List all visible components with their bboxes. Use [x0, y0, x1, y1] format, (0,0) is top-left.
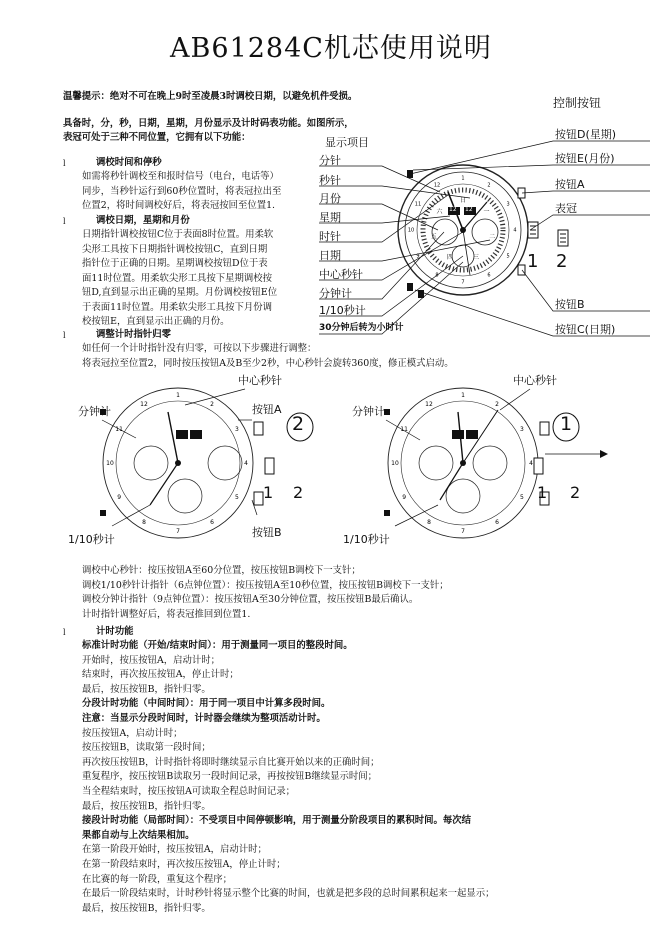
s3b-line: 调校中心秒针：按压按钮A至60分位置，按压按钮B调校下一支针； — [82, 565, 361, 576]
control-buttons-header: 控制按钮 — [553, 96, 602, 110]
control-label: 表冠 — [555, 202, 577, 215]
s2-line: 钮D,直到显示出正确的星期。月份调校按钮E位 — [82, 287, 278, 298]
s4-lap-line: 在比赛的每一阶段，重复这个程序； — [82, 873, 233, 885]
dial-numeral: 2 — [210, 401, 214, 409]
weekday-numeral: 三 — [473, 254, 480, 262]
d2r-tenth-seconds: 1/10秒计 — [343, 533, 390, 546]
leader-line — [415, 290, 650, 336]
weekday-numeral: 日 — [459, 197, 467, 204]
dial-numeral: 4 — [529, 460, 533, 467]
display-label: 分钟计 — [319, 287, 352, 300]
s4-split-line: 再次按压按钮B，计时指针将即时继续显示自比赛开始以来的正确时间； — [82, 756, 380, 768]
s4-split-line: 按压按钮A，启动计时； — [82, 727, 183, 739]
dial-numeral: 8 — [427, 518, 431, 526]
dial-numeral: 8 — [142, 518, 146, 526]
watch-diagram-right — [384, 388, 608, 538]
s1-line: 同步，当秒针运行到60秒位置时，将表冠拉出至 — [82, 185, 282, 197]
s4-lap-line: 在最后一阶段结束时，计时秒针将显示整个比赛的时间，也就是把多段的总时间累积起来一起显示； — [82, 888, 495, 900]
dial-numeral: 6 — [210, 518, 214, 526]
s4-standard-line: 结束时，再次按压按钮A，停止计时； — [82, 669, 239, 681]
d2l-minute: 分钟计 — [78, 405, 111, 418]
s4-standard-line: 开始时，按压按钮A，启动计时； — [82, 654, 221, 666]
dial-numeral: 9 — [117, 494, 122, 501]
month-numeral: 9 — [416, 253, 420, 260]
d2l-position: 2 — [292, 413, 305, 435]
date-window-left: 12 — [449, 206, 457, 213]
crown-position-1: 1 — [527, 251, 539, 272]
s3b-line: 调校分钟计指针（9点钟位置）：按压按钮A至30分钟位置，按压按钮B最后确认。 — [82, 594, 419, 605]
bullet: l — [63, 628, 66, 637]
leader-line — [413, 165, 650, 170]
leader-line — [319, 201, 438, 230]
page-title: AB61284C机芯使用说明 — [170, 33, 492, 64]
s2-line: 尖形工具按下日期指针调校按钮C，直到日期 — [82, 243, 268, 255]
weekday-numeral: 五 — [430, 233, 437, 241]
dial-numeral: 7 — [461, 528, 465, 535]
s3b-line: 调校1/10秒针计指针（6点钟位置）：按压按钮A至10秒位置，按压按钮B调校下一支针； — [82, 579, 449, 591]
month-numeral: 2 — [487, 182, 491, 189]
s2-line: 面11时位置。用柔软尖形工具按下星期调校按 — [82, 272, 273, 284]
s4-split-line: 当全程结束时，按压按钮A可读取全程总时间记录； — [82, 786, 296, 797]
month-numeral: 3 — [506, 201, 510, 208]
leader-line — [319, 232, 463, 280]
dial-numeral: 2 — [495, 401, 499, 409]
d2l-center-seconds: 中心秒针 — [238, 374, 282, 387]
s4-lap-line: 在第一阶段结束时，再次按压按钮A，停止计时； — [82, 859, 286, 870]
d2l-button-b: 按钮B — [252, 526, 282, 539]
month-numeral: 8 — [435, 272, 439, 279]
leader-line — [319, 216, 450, 223]
display-label: 星期 — [319, 211, 341, 224]
intro-line-2: 表冠可处于三种不同位置，它拥有以下功能： — [63, 132, 251, 143]
display-label: 日期 — [319, 249, 341, 262]
leader-line — [522, 270, 650, 311]
s3-line-2: 将表冠拉至位置2，同时按压按钮A及B至少2秒，中心秒针会旋转360度，修正模式启动。 — [82, 358, 454, 369]
bullet: l — [63, 331, 66, 340]
month-numeral: 5 — [506, 253, 510, 260]
display-label: 秒针 — [319, 174, 341, 187]
s4-lap-line: 最后，按压按钮B，指针归零。 — [82, 902, 211, 914]
s4-lap-line: 在第一阶段开始时，按压按钮A，启动计时； — [82, 844, 267, 856]
d2r-minute: 分钟计 — [352, 405, 385, 418]
month-numeral: 10 — [407, 227, 415, 234]
month-numeral: 1 — [461, 175, 465, 182]
dial-numeral: 12 — [425, 401, 433, 409]
weekday-numeral: 六 — [436, 208, 443, 216]
s4-standard-title: 标准计时功能（开始/结束时间）：用于测量同一项目的整段时间。 — [82, 640, 353, 651]
dial-numeral: 10 — [106, 460, 114, 467]
bullet: l — [63, 159, 66, 168]
s1-line: 位置2，将时间调校好后，将表冠按回至位置1. — [82, 200, 276, 211]
s4-standard-line: 最后，按压按钮B，指针归零。 — [82, 683, 211, 695]
s2-line: 指针位于正确的日期。星期调校按钮D位于表 — [82, 258, 268, 269]
bullet: l — [63, 217, 66, 226]
leader-line — [522, 191, 650, 193]
leader-line — [530, 215, 650, 230]
month-numeral: 12 — [433, 182, 441, 189]
month-numeral: 4 — [513, 227, 517, 234]
dial-numeral: 11 — [400, 426, 408, 433]
leader-line — [319, 262, 463, 334]
d2l-crown-2: 2 — [293, 483, 304, 502]
s3-heading: 调整计时指针归零 — [96, 329, 172, 340]
s4-split-line: 最后，按压按钮B，指针归零。 — [82, 800, 211, 812]
dial-numeral: 7 — [176, 528, 180, 535]
display-label: 时针 — [319, 230, 341, 243]
dial-numeral: 3 — [519, 426, 524, 433]
crown-position-2: 2 — [556, 251, 568, 272]
dial-numeral: 10 — [391, 460, 399, 467]
dial-numeral: 4 — [244, 460, 248, 467]
control-label: 按钮D(星期) — [555, 128, 617, 141]
dial-numeral: 5 — [519, 494, 524, 501]
s4-lap-title: 接段计时功能（局部时间）：不受项目中间停顿影响，用于测量分阶段项目的累积时间。每次结 — [82, 815, 472, 827]
s2-heading: 调校日期，星期和月份 — [96, 215, 190, 226]
s4-lap-title: 果都自动与上次结果相加。 — [82, 829, 195, 841]
d2r-center-seconds: 中心秒针 — [513, 374, 557, 387]
d2l-button-a: 按钮A — [252, 403, 282, 416]
d2r-position: 1 — [560, 413, 573, 435]
date-window-right: 12 — [465, 206, 473, 213]
s2-line: 于表面11时位置。用柔软尖形工具按下月份调 — [82, 301, 273, 313]
month-numeral: 11 — [414, 201, 422, 208]
leader-line — [319, 186, 470, 198]
month-numeral: 6 — [487, 272, 491, 279]
display-leader-lines — [319, 166, 490, 334]
s3b-line: 计时指针调整好后，将表冠推回到位置1. — [82, 608, 251, 620]
control-label: 按钮E(月份) — [555, 152, 615, 165]
intro-line-1: 具备时，分，秒，日期，星期，月份显示及计时码表功能。如图所示， — [63, 118, 354, 129]
s2-line: 校按钮E，直到显示出正确的月份。 — [82, 316, 230, 327]
month-numeral: 7 — [461, 279, 465, 286]
d2l-crown-1: 1 — [263, 483, 274, 502]
weekday-numeral: 一 — [483, 208, 490, 216]
s4-split-title: 分段计时功能（中间时间）：用于同一项目中计算多段时间。 — [82, 698, 331, 710]
dial-numeral: 1 — [176, 392, 180, 399]
s1-line: 如需将秒针调校至和报时信号（电台，电话等） — [82, 171, 279, 182]
display-label: 中心秒针 — [319, 268, 363, 281]
dial-numeral: 3 — [234, 426, 239, 433]
d2r-crown-1: 1 — [537, 483, 548, 502]
dial-numeral: 9 — [402, 494, 407, 501]
control-label: 按钮C(日期) — [555, 323, 616, 336]
display-items-header: 显示项目 — [325, 136, 369, 149]
s4-heading: 计时功能 — [96, 626, 134, 637]
display-label: 分针 — [319, 154, 341, 167]
display-label: 30分钟后转为小时计 — [319, 323, 404, 333]
dial-numeral: 5 — [234, 494, 239, 501]
s3-line-1: 如任何一个计时指针没有归零，可按以下步骤进行调整： — [82, 343, 317, 354]
s4-split-line: 重复程序，按压按钮B读取另一段时间记录，再按按钮B继续显示时间； — [82, 771, 378, 783]
d2r-crown-2: 2 — [570, 483, 581, 502]
s2-line: 日期指针调校按钮C位于表面8时位置。用柔软 — [82, 229, 274, 240]
weekday-numeral: 二 — [489, 233, 496, 241]
control-label: 按钮B — [555, 298, 585, 311]
dial-numeral: 1 — [461, 392, 465, 399]
dial-numeral: 11 — [115, 426, 123, 433]
dial-numeral: 12 — [140, 401, 148, 409]
d2l-tenth-seconds: 1/10秒计 — [68, 533, 115, 546]
s4-split-note: 注意：当显示分段时间时，计时器会继续为整项活动计时。 — [82, 713, 326, 724]
s1-heading: 调校时间和停秒 — [96, 157, 162, 168]
display-label: 月份 — [319, 192, 341, 205]
control-label: 按钮A — [555, 178, 585, 191]
s4-split-line: 按压按钮B，读取第一段时间； — [82, 742, 211, 754]
dial-numeral: 6 — [495, 518, 499, 526]
weekday-numeral: 四 — [446, 254, 453, 262]
warning-text: 温馨提示：绝对不可在晚上9时至凌晨3时调校日期，以避免机件受损。 — [63, 91, 358, 102]
display-label: 1/10秒计 — [319, 304, 366, 317]
